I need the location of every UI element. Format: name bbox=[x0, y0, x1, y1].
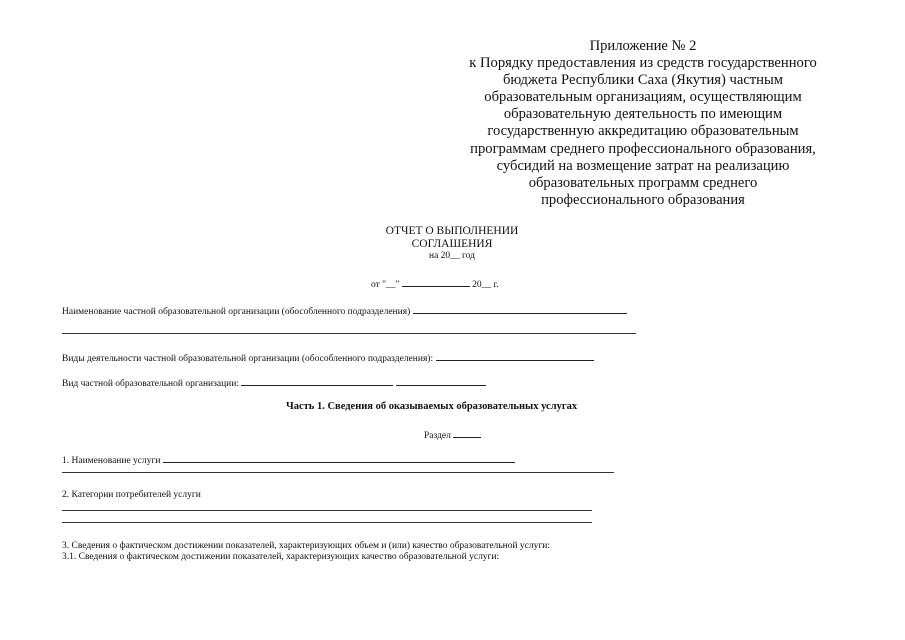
report-date-line bbox=[371, 277, 499, 290]
service-name-row bbox=[62, 453, 515, 467]
consumer-categories-label: 2. Категории потребителей услуги bbox=[62, 490, 201, 500]
report-year-line: на 20__ год bbox=[428, 251, 476, 261]
consumer-categories-blank-1[interactable] bbox=[62, 510, 592, 511]
section-row bbox=[424, 428, 481, 441]
consumer-categories-blank-2[interactable] bbox=[62, 522, 592, 523]
appendix-line: бюджета Республики Саха (Якутия) частным bbox=[502, 72, 784, 89]
section-label: Раздел bbox=[424, 431, 451, 441]
date-month-blank[interactable] bbox=[402, 277, 470, 287]
section-number-blank[interactable] bbox=[453, 428, 481, 438]
service-name-label: 1. Наименование услуги bbox=[62, 456, 161, 466]
appendix-line: образовательным организациям, осуществляющим bbox=[484, 89, 802, 106]
item3-text: 3. Сведения о фактическом достижении показателей, характеризующих объем и (или) качество образовательной услуги: bbox=[62, 541, 550, 551]
org-name-blank[interactable] bbox=[413, 304, 627, 314]
service-name-blank[interactable] bbox=[163, 453, 515, 463]
activity-types-label: Виды деятельности частной образовательной организации (обособленного подразделения): bbox=[62, 354, 434, 364]
appendix-line: Приложение № 2 bbox=[589, 38, 697, 54]
activity-types-blank[interactable] bbox=[436, 351, 594, 361]
org-type-blank-2[interactable] bbox=[396, 376, 486, 386]
date-suffix: 20__ г. bbox=[472, 280, 499, 290]
service-name-continuation-blank[interactable] bbox=[62, 472, 614, 473]
org-name-continuation-blank[interactable] bbox=[62, 333, 636, 334]
appendix-line: к Порядку предоставления из средств государственного bbox=[469, 55, 817, 72]
org-name-row bbox=[62, 304, 627, 318]
appendix-line: субсидий на возмещение затрат на реализацию bbox=[496, 157, 790, 174]
org-type-row bbox=[62, 376, 486, 390]
appendix-header bbox=[455, 38, 831, 209]
appendix-line: программам среднего профессионального образования, bbox=[470, 140, 816, 157]
consumer-categories-row bbox=[62, 490, 201, 501]
appendix-line: образовательных программ среднего bbox=[528, 174, 758, 191]
report-title-line2: СОГЛАШЕНИЯ bbox=[411, 237, 493, 250]
item3-1-text: 3.1. Сведения о фактическом достижении показателей, характеризующих качество образовательной услуги: bbox=[62, 552, 500, 562]
org-type-blank-1[interactable] bbox=[241, 376, 393, 386]
part1-title: Часть 1. Сведения об оказываемых образовательных услугах bbox=[286, 401, 578, 412]
date-prefix: от "__" bbox=[371, 280, 400, 290]
org-name-label: Наименование частной образовательной организации (обособленного подразделения) bbox=[62, 307, 411, 317]
appendix-line: профессионального образования bbox=[541, 191, 745, 208]
activity-types-row bbox=[62, 351, 594, 365]
appendix-line: государственную аккредитацию образовательным bbox=[487, 123, 799, 140]
report-title bbox=[332, 225, 572, 262]
org-type-label: Вид частной образовательной организации: bbox=[62, 379, 239, 389]
report-title-line1: ОТЧЕТ О ВЫПОЛНЕНИИ bbox=[385, 225, 519, 237]
appendix-line: образовательную деятельность по имеющим bbox=[503, 106, 783, 123]
